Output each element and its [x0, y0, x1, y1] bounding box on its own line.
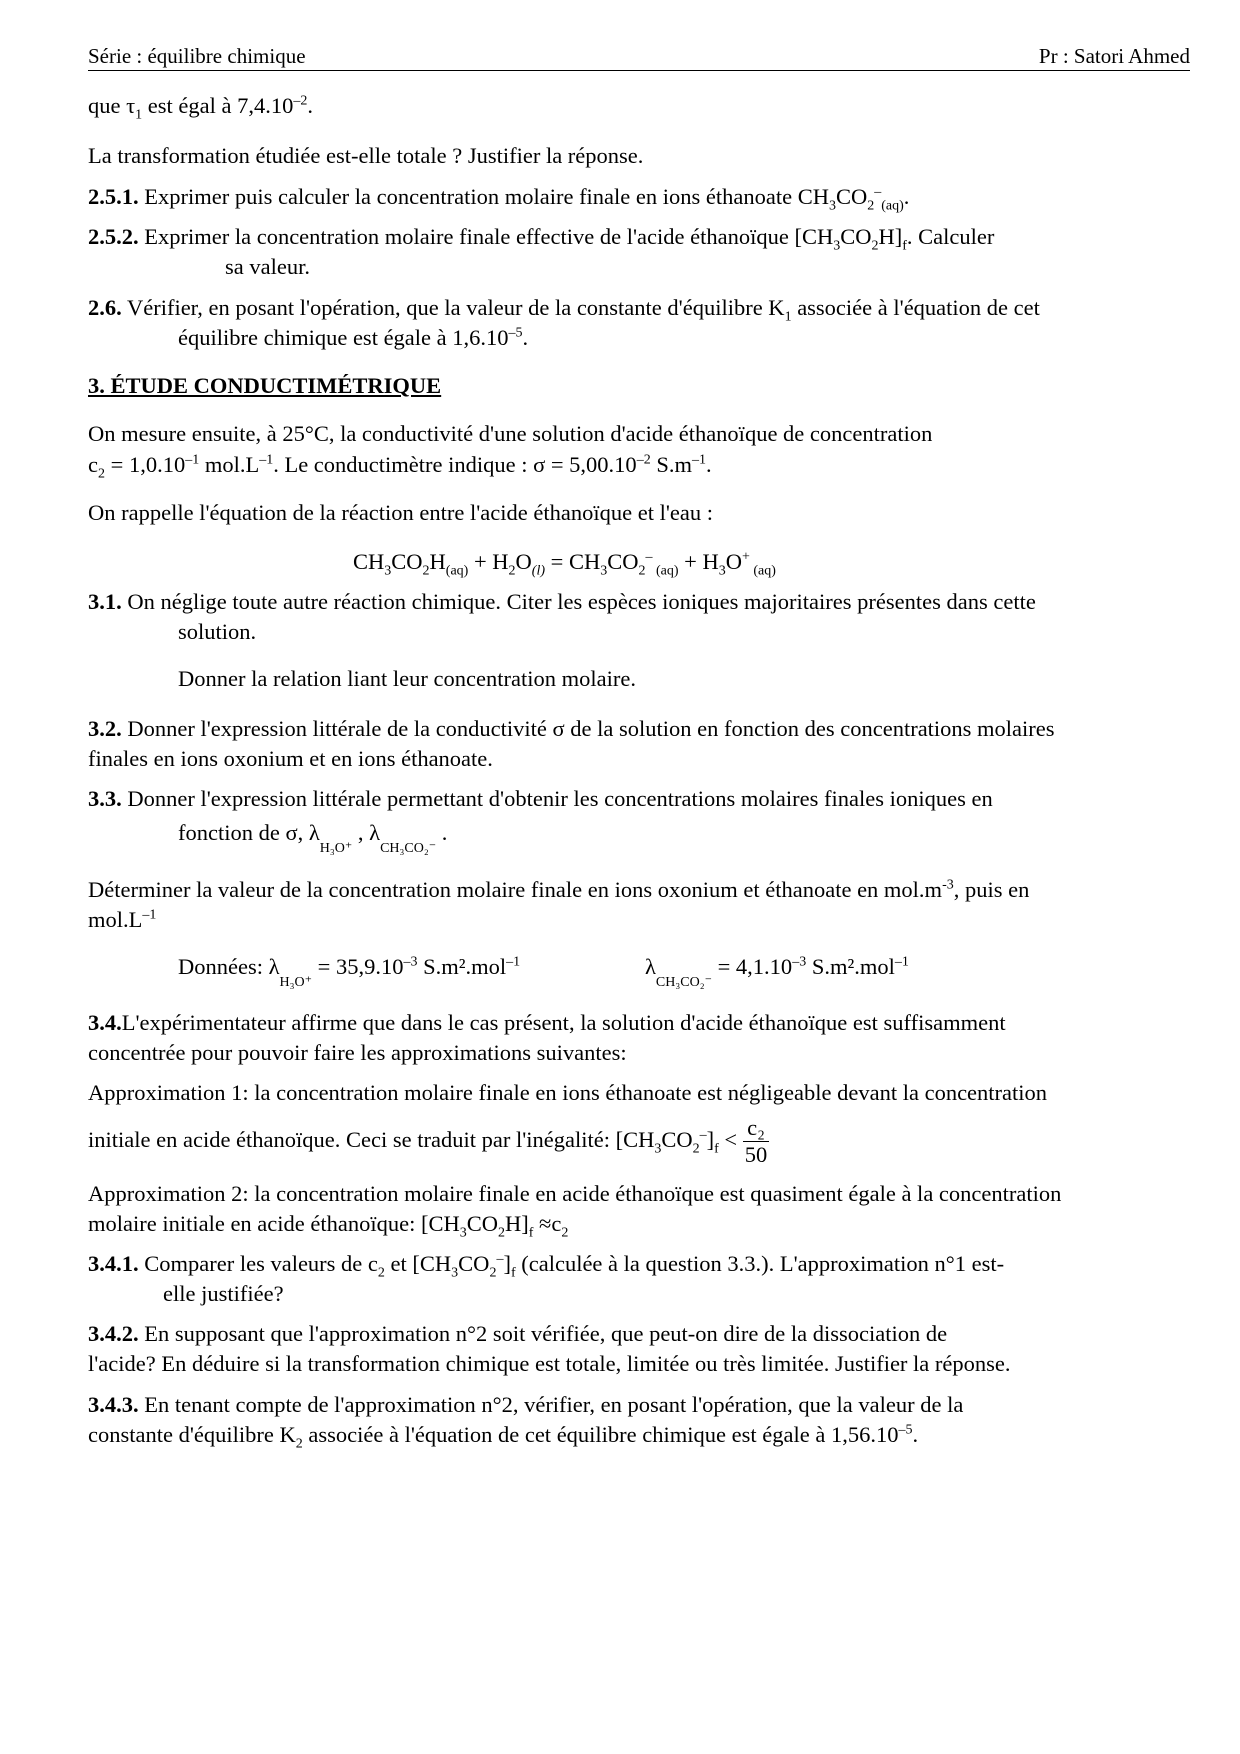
- paragraph-question-totale: La transformation étudiée est-elle totale ? Justifier la réponse.: [88, 143, 644, 168]
- question-3-1-line3: Donner la relation liant leur concentration molaire.: [178, 666, 636, 691]
- question-3-4: 3.4.L'expérimentateur affirme que dans le cas présent, la solution d'acide éthanoïque est suffisamment: [88, 1010, 1006, 1035]
- approximation-2-line1: Approximation 2: la concentration molaire finale en acide éthanoïque est quasiment égale à la concentration: [88, 1181, 1062, 1206]
- paragraph-determiner-line2: $mol.L^{-1}$: [88, 907, 157, 932]
- question-2-5-2-line2: sa valeur.: [225, 254, 310, 279]
- approximation-2-line2: molaire initiale en acide éthanoïque: $[CH_3CO_2H]_f \approx c_2$: [88, 1211, 569, 1241]
- question-3-4-1: 3.4.1. Comparer les valeurs de $c_2$ et $[CH_3CO_2^-]_f$ (calculée à la question 3.3.). L'approximation n°1 est-: [88, 1251, 1005, 1281]
- question-3-4-3: 3.4.3. En tenant compte de l'approximation n°2, vérifier, en posant l'opération, que la valeur de la: [88, 1392, 964, 1417]
- paragraph-mesure-line1: On mesure ensuite, à 25°C, la conductivité d'une solution d'acide éthanoïque de concentration: [88, 421, 933, 446]
- question-3-4-1-line2: elle justifiée?: [163, 1281, 284, 1306]
- donnees-line: Données: $\lambda_{H_3O^+} = 35,9.10^{-3}$ S.m².mol$^{-1}$: [178, 954, 521, 990]
- approximation-1-line2: initiale en acide éthanoïque. Ceci se traduit par l'inégalité: $[CH_3CO_2^-]_f$ < $\frac{\text{c₂}}{50}$: [88, 1115, 768, 1168]
- page-header: [88, 42, 1190, 71]
- reaction-equation: $CH_3CO_2H_{(aq)} + H_2O_{(l)} = CH_3CO_2^-$ $_{(aq)} + H_3O^+$ $_{(aq)}$: [353, 549, 776, 579]
- question-3-3-line2: fonction de σ, $\lambda_{H_3O^+}$ , $\lambda_{CH_3CO_2^-}$ .: [178, 820, 448, 856]
- question-3-4-2-line2: l'acide? En déduire si la transformation chimique est totale, limitée ou très limitée. Justifier la réponse.: [88, 1351, 1011, 1376]
- paragraph-determiner: Déterminer la valeur de la concentration molaire finale en ions oxonium et éthanoate en $mol.m^{-3}$, puis en: [88, 877, 1030, 902]
- question-3-4-3-line2: constante d'équilibre $K_2$ associée à l'équation de cet équilibre chimique est égale à $1,56.10^{-5}$.: [88, 1422, 919, 1452]
- question-3-2: 3.2. Donner l'expression littérale de la conductivité σ de la solution en fonction des concentrations molaires: [88, 716, 1055, 741]
- question-2-5-1: 2.5.1. Exprimer puis calculer la concentration molaire finale en ions éthanoate $CH_3CO_2^-_{(aq)}$.: [88, 184, 910, 214]
- paragraph-mesure-line2: $c_2 = 1,0.10^{-1}$ $mol.L^{-1}$. Le conductimètre indique : $\sigma = 5,00.10^{-2}$ $S.m^{-1}$.: [88, 452, 712, 482]
- question-2-6-line2: équilibre chimique est égale à $1,6.10^{-5}$.: [178, 325, 529, 350]
- question-3-1: 3.1. On néglige toute autre réaction chimique. Citer les espèces ioniques majoritaires présentes dans cette: [88, 589, 1036, 614]
- donnees-line-right: $\lambda_{CH_3CO_2^-} = 4,1.10^{-3}$ S.m².mol$^{-1}$: [645, 954, 909, 990]
- question-3-1-line2: solution.: [178, 619, 257, 644]
- question-3-4-line2: concentrée pour pouvoir faire les approximations suivantes:: [88, 1040, 627, 1065]
- question-2-6: 2.6. Vérifier, en posant l'opération, que la valeur de la constante d'équilibre $K_1$ associée à l'équation de cet: [88, 295, 1040, 325]
- paragraph-rappel: On rappelle l'équation de la réaction entre l'acide éthanoïque et l'eau :: [88, 500, 714, 525]
- header-title: Série : équilibre chimique: [88, 44, 306, 68]
- approximation-1-line1: Approximation 1: la concentration molaire finale en ions éthanoate est négligeable devant la concentration: [88, 1080, 1048, 1105]
- header-author: Pr : Satori Ahmed: [1038, 44, 1190, 68]
- question-3-3: 3.3. Donner l'expression littérale permettant d'obtenir les concentrations molaires finales ioniques en: [88, 786, 993, 811]
- question-2-5-2: 2.5.2. Exprimer la concentration molaire finale effective de l'acide éthanoïque $[CH_3CO_2H]_f$. Calculer: [88, 224, 995, 254]
- question-3-4-2: 3.4.2. En supposant que l'approximation n°2 soit vérifiée, que peut-on dire de la dissociation de: [88, 1321, 948, 1346]
- paragraph-tau: que $\tau_1$ est égal à $7,4.10^{-2}$.: [88, 93, 313, 123]
- fraction-c2-over-50: $\frac{\text{c₂}}{50}$: [744, 1115, 768, 1168]
- section-heading-3: 3. ÉTUDE CONDUCTIMÉTRIQUE: [88, 373, 442, 398]
- question-3-2-line2: finales en ions oxonium et en ions éthanoate.: [88, 746, 493, 771]
